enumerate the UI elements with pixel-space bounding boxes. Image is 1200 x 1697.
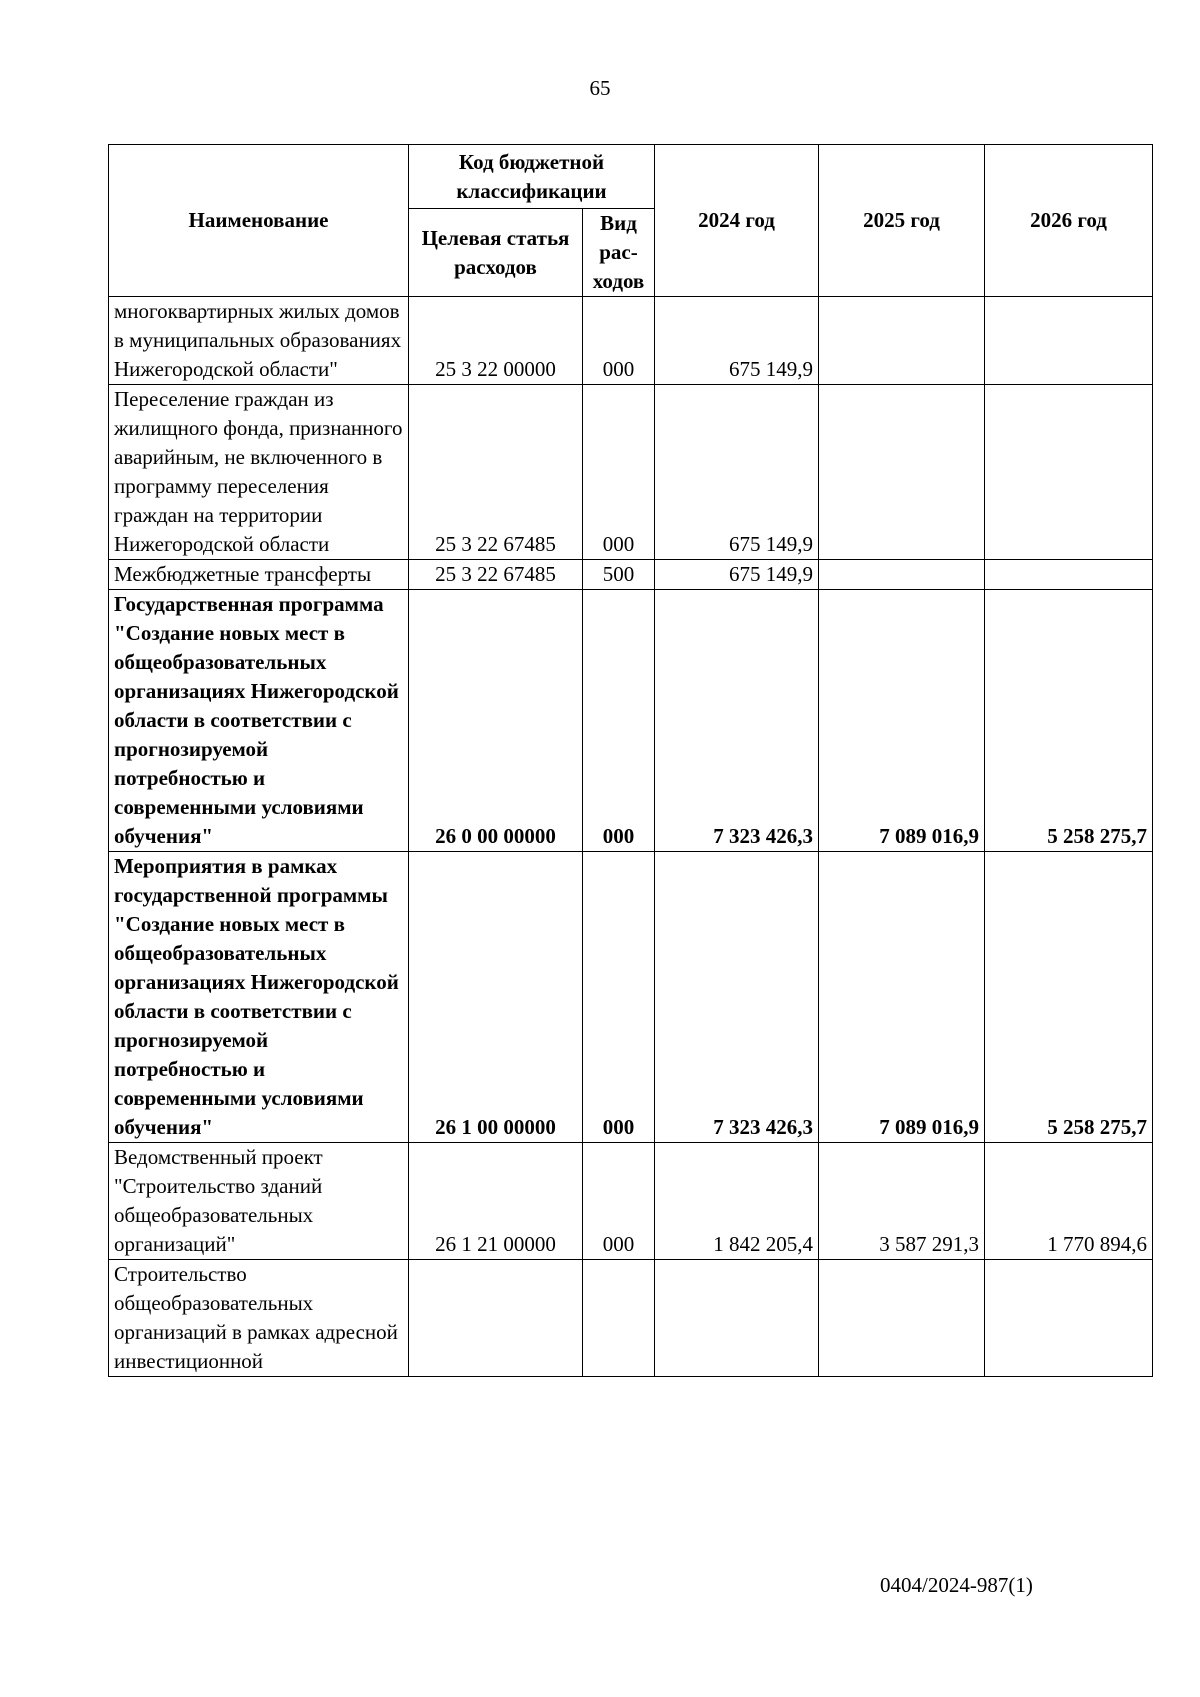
- header-expense-type: Вид рас-ходов: [583, 209, 655, 297]
- row-2026-value-cell: 5 258 275,7: [985, 590, 1153, 852]
- row-2024-value-cell: 675 149,9: [655, 560, 819, 590]
- row-expense-type-cell: 000: [583, 852, 655, 1143]
- page-number: 65: [589, 76, 611, 100]
- table-row: [109, 1143, 1153, 1260]
- row-expense-type-cell: 000: [583, 1143, 655, 1260]
- header-year-2026: 2026 год: [985, 145, 1153, 297]
- row-2025-value-cell: [819, 297, 985, 385]
- row-expense-type-cell: 000: [583, 297, 655, 385]
- row-name-cell: Ведомственный проект "Строительство зданий общеобразовательных организаций": [109, 1143, 409, 1260]
- row-2025-value-cell: 7 089 016,9: [819, 852, 985, 1143]
- row-name-cell: Переселение граждан из жилищного фонда, признанного аварийным, не включенного в программу переселения граждан на территории Нижегородской области: [109, 385, 409, 560]
- row-2024-value-cell: 675 149,9: [655, 385, 819, 560]
- table-row: [109, 1260, 1153, 1377]
- budget-table: [108, 144, 1153, 1377]
- table-body: [109, 297, 1153, 1377]
- row-name-cell: Строительство общеобразовательных организаций в рамках адресной инвестиционной: [109, 1260, 409, 1377]
- row-2026-value-cell: [985, 297, 1153, 385]
- row-expense-type-cell: 000: [583, 590, 655, 852]
- row-expense-type-cell: 500: [583, 560, 655, 590]
- table-row: [109, 297, 1153, 385]
- row-2026-value-cell: [985, 1260, 1153, 1377]
- row-2025-value-cell: [819, 1260, 985, 1377]
- row-target-article-cell: 25 3 22 67485: [409, 385, 583, 560]
- row-2024-value-cell: 675 149,9: [655, 297, 819, 385]
- row-2024-value-cell: 7 323 426,3: [655, 590, 819, 852]
- row-target-article-cell: [409, 1260, 583, 1377]
- row-2026-value-cell: 1 770 894,6: [985, 1143, 1153, 1260]
- row-2026-value-cell: 5 258 275,7: [985, 852, 1153, 1143]
- row-target-article-cell: 26 1 21 00000: [409, 1143, 583, 1260]
- document-code: 0404/2024-987(1): [880, 1573, 1033, 1597]
- row-target-article-cell: 26 0 00 00000: [409, 590, 583, 852]
- table-row: [109, 385, 1153, 560]
- row-2026-value-cell: [985, 560, 1153, 590]
- row-name-cell: Государственная программа "Создание новых мест в общеобразовательных организациях Нижегородской области в соответствии с прогнозируемой потребностью и современными условиями обучения": [109, 590, 409, 852]
- table-row: [109, 560, 1153, 590]
- row-2025-value-cell: 3 587 291,3: [819, 1143, 985, 1260]
- row-expense-type-cell: 000: [583, 385, 655, 560]
- row-target-article-cell: 25 3 22 00000: [409, 297, 583, 385]
- header-target-article: Целевая статья расходов: [409, 209, 583, 297]
- header-budget-code-group: Код бюджетной классификации: [409, 145, 655, 209]
- table-row: [109, 852, 1153, 1143]
- row-name-cell: Межбюджетные трансферты: [109, 560, 409, 590]
- row-2024-value-cell: [655, 1260, 819, 1377]
- row-2025-value-cell: 7 089 016,9: [819, 590, 985, 852]
- row-2025-value-cell: [819, 560, 985, 590]
- row-expense-type-cell: [583, 1260, 655, 1377]
- row-2024-value-cell: 1 842 205,4: [655, 1143, 819, 1260]
- header-year-2024: 2024 год: [655, 145, 819, 297]
- row-name-cell: Мероприятия в рамках государственной программы "Создание новых мест в общеобразовательных организациях Нижегородской области в соответствии с прогнозируемой потребностью и современными условиями обучения": [109, 852, 409, 1143]
- header-year-2025: 2025 год: [819, 145, 985, 297]
- row-2026-value-cell: [985, 385, 1153, 560]
- row-2025-value-cell: [819, 385, 985, 560]
- row-2024-value-cell: 7 323 426,3: [655, 852, 819, 1143]
- row-target-article-cell: 26 1 00 00000: [409, 852, 583, 1143]
- header-name: Наименование: [109, 145, 409, 297]
- row-target-article-cell: 25 3 22 67485: [409, 560, 583, 590]
- table-row: [109, 590, 1153, 852]
- row-name-cell: многоквартирных жилых домов в муниципальных образованиях Нижегородской области": [109, 297, 409, 385]
